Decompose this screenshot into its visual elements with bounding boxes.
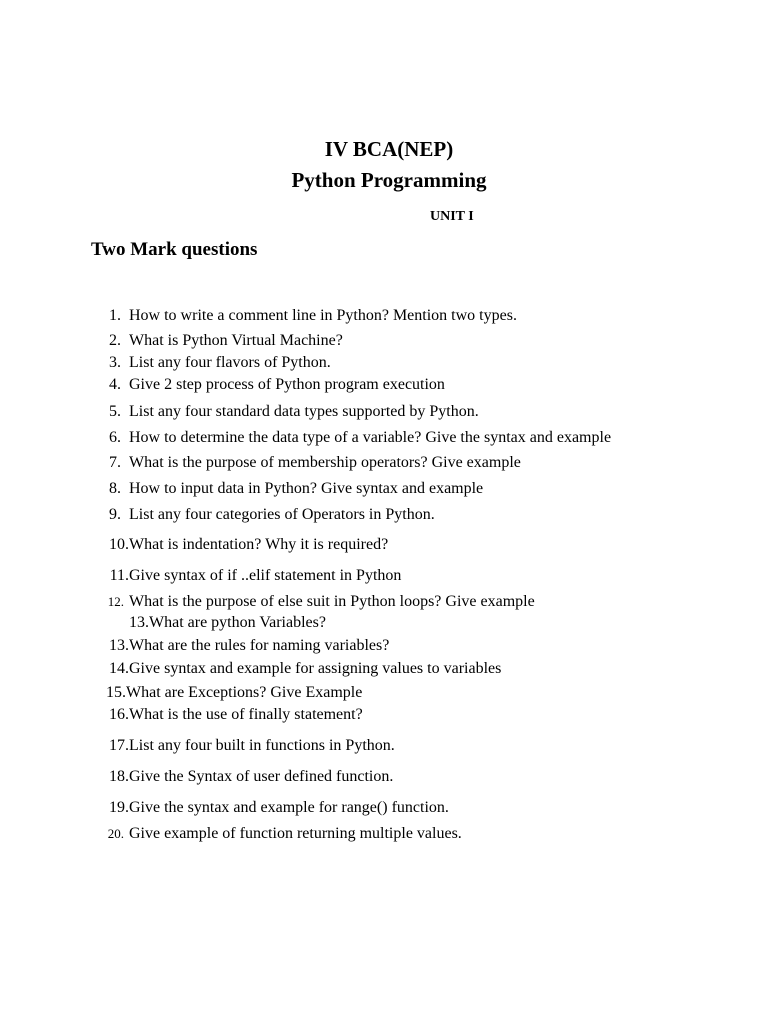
question-number: 7. bbox=[109, 454, 121, 471]
course-title: IV BCA(NEP) bbox=[324, 137, 454, 161]
question-text: Give syntax of if ..elif statement in Python bbox=[129, 567, 402, 584]
question-number: 12. bbox=[107, 594, 124, 609]
question-number: 6. bbox=[109, 429, 121, 446]
question-number: 16. bbox=[109, 706, 129, 723]
question-text: What are Exceptions? Give Example bbox=[126, 684, 363, 701]
question-number: 2. bbox=[109, 332, 121, 349]
question-text: Give the syntax and example for range() function. bbox=[129, 799, 449, 816]
question-number: 1. bbox=[109, 307, 121, 324]
question-text: What is the use of finally statement? bbox=[129, 706, 363, 723]
question-number: 5. bbox=[109, 403, 121, 420]
question-number: 11. bbox=[109, 567, 129, 584]
question-text: List any four built in functions in Python. bbox=[129, 737, 395, 754]
question-text: What is indentation? Why it is required? bbox=[129, 536, 389, 553]
question-text: List any four standard data types supported by Python. bbox=[129, 403, 479, 420]
question-text: What is the purpose of else suit in Python loops? Give example bbox=[129, 593, 535, 610]
question-number: 14. bbox=[109, 660, 129, 677]
question-number: 3. bbox=[109, 354, 121, 371]
question-number: 17. bbox=[109, 737, 129, 754]
question-number: 19. bbox=[109, 799, 129, 816]
question-text: Give the Syntax of user defined function. bbox=[129, 768, 394, 785]
question-text: How to input data in Python? Give syntax and example bbox=[129, 480, 484, 497]
question-number: 18. bbox=[109, 768, 129, 785]
question-text: How to determine the data type of a variable? Give the syntax and example bbox=[129, 429, 612, 446]
question-text: Give syntax and example for assigning values to variables bbox=[129, 660, 502, 677]
question-number: 13. bbox=[109, 637, 129, 654]
unit-label: UNIT I bbox=[430, 209, 474, 224]
section-heading: Two Mark questions bbox=[91, 239, 258, 260]
question-number: 15. bbox=[106, 684, 126, 701]
question-text: What is the purpose of membership operators? Give example bbox=[129, 454, 521, 471]
question-text: Give example of function returning multiple values. bbox=[129, 825, 462, 842]
question-text: List any four categories of Operators in Python. bbox=[129, 506, 435, 523]
question-number: 10. bbox=[109, 536, 129, 553]
question-number: 9. bbox=[109, 506, 121, 523]
question-number: 4. bbox=[109, 376, 121, 393]
question-text: What is Python Virtual Machine? bbox=[129, 332, 343, 349]
subject-title: Python Programming bbox=[291, 168, 487, 192]
question-text: List any four flavors of Python. bbox=[129, 354, 331, 371]
question-text: How to write a comment line in Python? Mention two types. bbox=[129, 307, 517, 324]
question-text: What are the rules for naming variables? bbox=[129, 637, 390, 654]
question-text: 13.What are python Variables? bbox=[129, 614, 326, 631]
question-text: Give 2 step process of Python program execution bbox=[129, 376, 445, 393]
question-number: 20. bbox=[107, 826, 124, 841]
question-number: 8. bbox=[109, 480, 121, 497]
